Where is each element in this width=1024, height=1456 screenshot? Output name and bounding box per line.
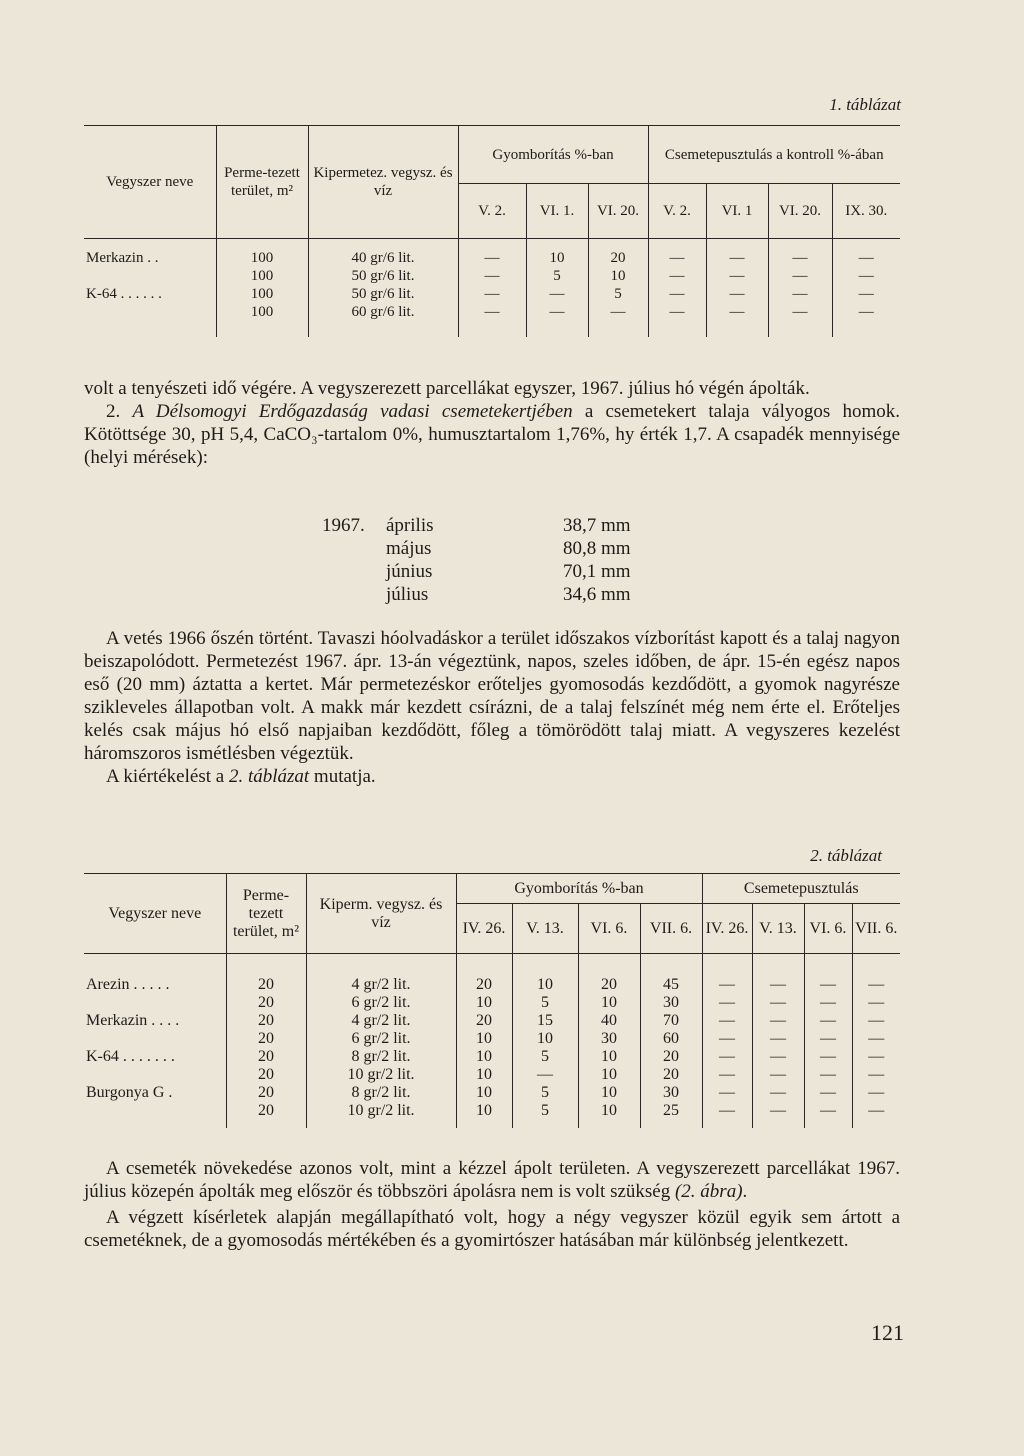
paragraph: A csemeték növekedése azonos volt, mint a kézzel ápolt területen. A vegyszerezett parcellákat 1967. július közepén ápolták meg először és többszöri ápolásra nem is volt szükség (2. ábra). [84,1158,900,1202]
t1-h-g1c2: VI. 20. [588,184,648,239]
text-block-1 [84,377,900,469]
t2-h-g1c2: VI. 6. [578,904,640,954]
table2-caption: 2. táblázat [810,846,882,865]
table-row: Arezin . . . . . 20 4 gr/2 lit. 20 10 20 45 — — — — [84,976,900,994]
rainfall-value: 80,8 mm [563,538,631,559]
table-row: Merkazin . . . . 20 4 gr/2 lit. 20 15 40 70 — — — — [84,1012,900,1030]
nursery-title: A Délsomogyi Erdőgazdaság vadasi csemetekertjében [132,401,573,422]
text-block-3 [84,1157,900,1252]
paragraph: A kiértékelést a 2. táblázat mutatja. [106,766,376,787]
t2-h-g2c3: VII. 6. [852,904,900,954]
t2-h-area: Perme-tezett terület, m² [226,874,306,954]
paragraph: volt a tenyészeti idő végére. A vegyszerezett parcellákat egyszer, 1967. július hó végén ápolták. [84,378,810,399]
table-row: K-64 . . . . . . . 20 8 gr/2 lit. 10 5 10 20 — — — — [84,1048,900,1066]
rainfall-month: július [386,584,429,605]
table2 [84,873,900,1128]
rainfall-value: 70,1 mm [563,561,631,582]
t1-h-g2c0: V. 2. [648,184,706,239]
table-row: 100 50 gr/6 lit. — 5 10 — — — — [84,267,900,285]
paragraph: A végzett kísérletek alapján megállapítható volt, hogy a négy vegyszer közül egyik sem ártott a csemetéknek, de a gyomosodás mértékében és a gyomirtószer hatásában már különbség jelentkezett. [84,1207,900,1251]
t2-h-g1c0: IV. 26. [456,904,512,954]
t1-h-group1: Gyomborítás %-ban [458,126,648,184]
paragraph: 2. A Délsomogyi Erdőgazdaság vadasi csemetekertjében a csemetekert talaja vályogos homok. Kötöttsége 30, pH 5,4, CaCO₃-tartalom 0%, humusztartalom 1,76%, hy érték 1,7. A csapadék mennyisége (helyi mérések): [84,401,901,468]
t2-h-group2: Csemetepusztulás [702,874,900,904]
table1-caption: 1. táblázat [829,95,901,114]
t2-h-g2c0: IV. 26. [702,904,752,954]
t1-h-g2c2: VI. 20. [768,184,832,239]
t1-h-area: Perme-tezett terület, m² [216,126,308,239]
t1-h-group2: Csemetepusztulás a kontroll %-ában [648,126,900,184]
table-row: Merkazin . . 100 40 gr/6 lit. — 10 20 — — — — [84,249,900,267]
rainfall-table [322,514,631,606]
t2-h-name: Vegyszer neve [84,874,226,954]
t2-h-g2c1: V. 13. [752,904,804,954]
t1-h-name: Vegyszer neve [84,126,216,239]
t2-h-g1c1: V. 13. [512,904,578,954]
t2-h-g2c2: VI. 6. [804,904,852,954]
page-number: 121 [871,1320,904,1345]
t2-h-g1c3: VII. 6. [640,904,702,954]
text-block-2 [84,627,900,788]
rainfall-month: április [386,515,434,536]
t2-h-group1: Gyomborítás %-ban [456,874,702,904]
figure-reference: (2. ábra) [674,1181,743,1202]
table-row: 20 6 gr/2 lit. 10 10 30 60 — — — — [84,1030,900,1048]
table-row: K-64 . . . . . . 100 50 gr/6 lit. — — 5 — — — — [84,285,900,303]
table-row: 20 6 gr/2 lit. 10 5 10 30 — — — — [84,994,900,1012]
table-row: Burgonya G . 20 8 gr/2 lit. 10 5 10 30 — — — — [84,1084,900,1102]
table-reference: 2. táblázat [228,766,310,787]
paragraph: A vetés 1966 őszén történt. Tavaszi hóolvadáskor a terület időszakos vízborítást kapott és a talaj nagyon beiszapolódott. Permetezést 1967. ápr. 13-án végeztünk, napos, szeles időben, de ápr. 15-én egész napos eső (20 mm) áztatta a kertet. Már permetezéskor erőteljes gyomosodás kezdődött, a gyomok nagyrésze szikleveles állapotban volt. A makk már kezdett csírázni, de a talaj felszínét még nem érte el. Erőteljes kelés csak május hó első napjaiban kezdődött, főleg a tömörödött talaj miatt. A vegyszeres kezelést háromszoros ismétlésben végeztük. [84,628,900,764]
t1-h-g1c0: V. 2. [458,184,526,239]
t1-h-spray: Kipermetez. vegysz. és víz [308,126,458,239]
rainfall-month: május [386,538,432,559]
t2-h-spray: Kiperm. vegysz. és víz [306,874,456,954]
table-row: 20 10 gr/2 lit. 10 5 10 25 — — — — [84,1102,900,1120]
table-row: 100 60 gr/6 lit. — — — — — — — [84,303,900,321]
t1-h-g2c1: VI. 1 [706,184,768,239]
t1-h-g1c1: VI. 1. [526,184,588,239]
rainfall-value: 38,7 mm [563,515,631,536]
table-row: 20 10 gr/2 lit. 10 — 10 20 — — — — [84,1066,900,1084]
table1 [84,125,900,337]
rainfall-month: június [386,561,433,582]
rainfall-year: 1967. [322,515,365,536]
t1-h-g2c3: IX. 30. [832,184,900,239]
rainfall-value: 34,6 mm [563,584,631,605]
